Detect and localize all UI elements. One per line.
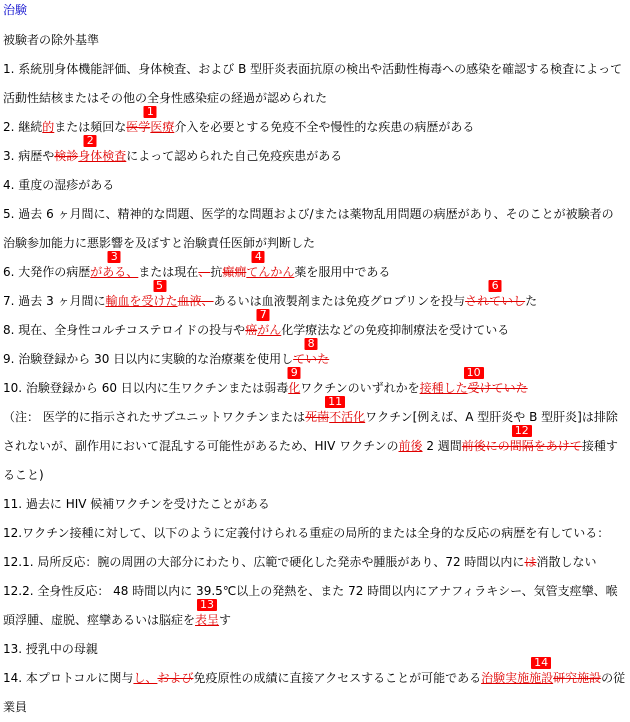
revision-insert: てんかん: [246, 265, 295, 279]
marker-8: 8: [305, 338, 318, 350]
marker-3: 3: [108, 251, 121, 263]
marker-2: 2: [84, 135, 97, 147]
revision-insert: 輸血を受けた: [105, 294, 178, 308]
item-5-line-a: 5. 過去 6 ヶ月間に、精神的な問題、医学的な問題および/または薬物乱用問題の病歴があり、そのことが被験者の: [3, 207, 614, 221]
marker-13: 13: [197, 599, 217, 611]
marker-4: 4: [252, 251, 265, 263]
revision-delete: 医学: [126, 120, 151, 134]
item-10-note-a: （注： 医学的に指示されたサブユニットワクチンまたは 11 死菌不活化ワクチン[例えば、A 型肝炎や B 型肝炎]は排除: [3, 395, 618, 424]
item-7: 7. 過去 3 ヶ月間に 5 輸血を受けた血液、あるいは血液製剤または免疫グロブリンを投与 6 されていした: [3, 279, 538, 308]
item-13: 13. 授乳中の母親: [3, 642, 98, 656]
revision-insert: がん: [257, 323, 282, 337]
marker-11: 11: [325, 396, 345, 408]
revision-insert: 不活化: [329, 410, 366, 424]
item-4: 4. 重度の湿疹がある: [3, 178, 115, 192]
revision-delete: 、: [198, 265, 211, 279]
marker-14: 14: [531, 657, 551, 669]
doc-title: 治験: [3, 3, 28, 17]
item-6: 6. 大発作の病歴 3 がある、または現在、抗 4 癲癇てんかん薬を服用中である: [3, 250, 391, 279]
revision-delete: されていし: [465, 294, 526, 308]
item-1-line-a: 1. 系統別身体機能評価、身体検査、および B 型肝炎表面抗原の検出や活動性梅毒への感染を確認する検査によって: [3, 62, 623, 76]
item-12-2-line-a: 12.2. 全身性反応： 48 時間以内に 39.5℃以上の発熱を、また 72 時間以内にアナフィラキシー、気管支痙攣、喉: [3, 584, 618, 598]
revision-delete: 癌: [245, 323, 258, 337]
item-11: 11. 過去に HIV 候補ワクチンを受けたことがある: [3, 497, 270, 511]
revision-insert: 前後: [398, 439, 423, 453]
revision-insert: 化: [288, 381, 301, 395]
revision-delete: 研究施設: [553, 671, 602, 685]
marker-5: 5: [153, 280, 166, 292]
revision-insert: 的: [42, 120, 55, 134]
revision-delete: 死菌: [305, 410, 330, 424]
revision-insert: 接種した: [419, 381, 468, 395]
revision-delete: ていた: [293, 352, 330, 366]
revision-delete: 血液、: [177, 294, 214, 308]
item-14-line-b: 業員: [3, 700, 28, 714]
item-14-line-a: 14. 本プロトコルに関与し、および免疫原性の成績に直接アクセスすることが可能である 14 治験実施施設研究施設の従: [3, 656, 626, 685]
marker-10: 10: [464, 367, 484, 379]
item-5-line-b: 治験参加能力に悪影響を及ぼすと治験責任医師が判断した: [3, 236, 316, 250]
revision-delete: 受けていた: [467, 381, 528, 395]
revision-insert: がある、: [90, 265, 139, 279]
revision-delete: は: [524, 555, 537, 569]
section-heading: 被験者の除外基準: [3, 33, 100, 47]
revision-insert: 治験実施施設: [481, 671, 554, 685]
revision-insert: し、: [133, 671, 158, 685]
revision-delete: および: [157, 671, 194, 685]
marker-7: 7: [257, 309, 270, 321]
item-1-line-b: 活動性結核またはその他の全身性感染症の経過が認められた: [3, 91, 328, 105]
revision-insert: 身体検査: [78, 149, 127, 163]
item-12-2-line-b: 頭浮腫、虚脱、痙攣あるいは脳症を 13 表呈す: [3, 598, 232, 627]
revision-delete: 前後にの間隔をあけて: [461, 439, 582, 453]
item-3: 3. 病歴や 2 検診身体検査によって認められた自己免疫疾患がある: [3, 134, 343, 163]
revision-delete: 癲癇: [222, 265, 247, 279]
item-2: 2. 継続的または頻回な 1 医学医療介入を必要とする免疫不全や慢性的な疾患の病歴がある: [3, 105, 475, 134]
item-9: 9. 治験登録から 30 日以内に実験的な治療薬を使用し 8 ていた: [3, 337, 330, 366]
item-10-note-c: ること): [3, 468, 44, 482]
revision-insert: 表呈: [195, 613, 220, 627]
item-12-1: 12.1. 局所反応：腕の周囲の大部分にわたり、広範で硬化した発赤や腫脹があり、72 時間以内には消散しない: [3, 555, 597, 569]
marker-6: 6: [489, 280, 502, 292]
revision-delete: 検診: [54, 149, 79, 163]
item-10: 10. 治験登録から 60 日以内に生ワクチンまたは弱毒 9 化ワクチンのいずれかを 10 接種した受けていた: [3, 366, 528, 395]
item-10-note-b: されないが、副作用において混乱する可能性があるため、HIV ワクチンの前後 2 週間 12 前後にの間隔をあけて接種す: [3, 424, 618, 453]
marker-12: 12: [512, 425, 532, 437]
revision-insert: 医療: [150, 120, 175, 134]
marker-1: 1: [144, 106, 157, 118]
marker-9: 9: [288, 367, 301, 379]
item-8: 8. 現在、全身性コルチコステロイドの投与や 7 癌がん化学療法などの免疫抑制療法を受けている: [3, 308, 510, 337]
item-12: 12.ワクチン接種に対して、以下のように定義付けられる重症の局所的または全身的な反応の病歴を有している：: [3, 526, 610, 540]
